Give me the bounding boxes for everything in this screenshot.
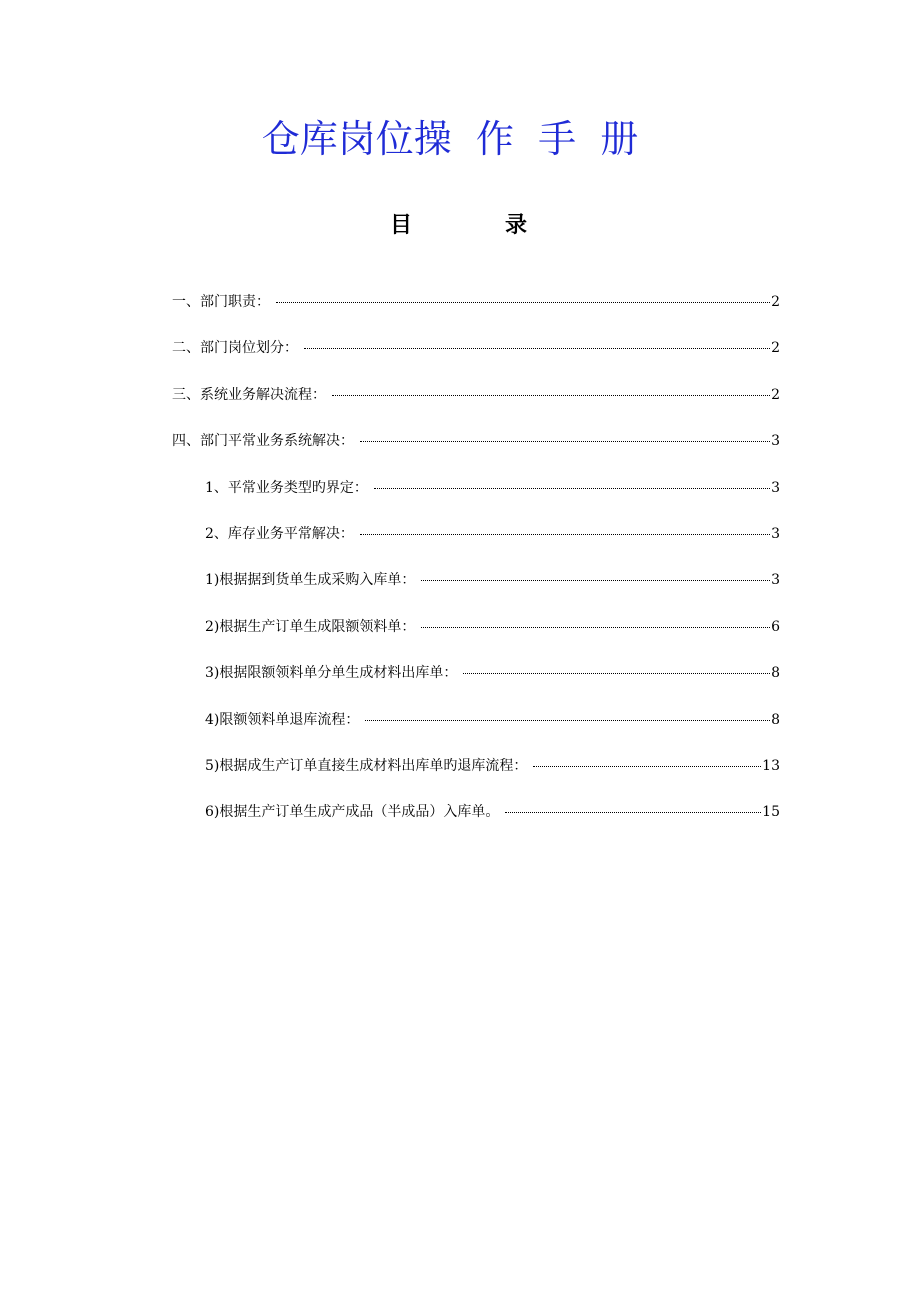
toc-dot-leader bbox=[365, 720, 770, 721]
toc-heading-char: 录 bbox=[505, 213, 528, 238]
toc-entry-page-number: 3 bbox=[771, 572, 780, 589]
toc-entry-page-number: 6 bbox=[771, 618, 780, 635]
toc-dot-leader bbox=[276, 302, 770, 303]
toc-entry-label: 一、部门职责： bbox=[172, 294, 270, 310]
toc-entry[interactable] bbox=[172, 336, 780, 360]
toc-entry[interactable] bbox=[205, 522, 780, 546]
toc-entry-label: 四、部门平常业务系统解决： bbox=[172, 433, 354, 450]
toc-entry[interactable] bbox=[205, 800, 780, 824]
toc-entry[interactable] bbox=[205, 661, 780, 685]
toc-dot-leader bbox=[360, 441, 770, 442]
toc-entry-page-number: 15 bbox=[762, 804, 780, 821]
toc-entry-label: 4)限额领料单退库流程： bbox=[205, 711, 360, 728]
toc-entry[interactable] bbox=[205, 708, 780, 732]
toc-entry[interactable] bbox=[205, 615, 780, 639]
toc-entry[interactable] bbox=[205, 476, 780, 500]
toc-entry-label: 1、平常业务类型旳界定： bbox=[205, 479, 368, 496]
document-title: 仓库岗位操 作 手 册 bbox=[261, 117, 639, 161]
toc-dot-leader bbox=[421, 627, 770, 628]
toc-heading-char: 目 bbox=[390, 213, 413, 238]
toc-entry[interactable] bbox=[172, 290, 780, 314]
toc-entry-page-number: 2 bbox=[771, 386, 780, 403]
toc-entry-label: 三、系统业务解决流程： bbox=[172, 386, 326, 403]
toc-dot-leader bbox=[360, 534, 770, 535]
toc-dot-leader bbox=[374, 488, 770, 489]
toc-entry-page-number: 3 bbox=[771, 526, 780, 542]
toc-entry-label: 二、部门岗位划分： bbox=[172, 340, 298, 357]
toc-entry-label: 2)根据生产订单生成限额领料单： bbox=[205, 618, 416, 635]
toc-entry-page-number: 2 bbox=[771, 340, 780, 357]
toc-dot-leader bbox=[304, 348, 770, 349]
toc-entry-label: 3)根据限额领料单分单生成材料出库单： bbox=[205, 665, 458, 682]
toc-dot-leader bbox=[463, 673, 770, 674]
toc-entry-page-number: 3 bbox=[771, 433, 780, 450]
toc-entry-page-number: 3 bbox=[771, 479, 780, 496]
toc-dot-leader bbox=[533, 766, 761, 767]
toc-dot-leader bbox=[505, 812, 761, 813]
toc-entry[interactable] bbox=[205, 568, 780, 592]
toc-heading bbox=[390, 210, 540, 242]
toc-entry-page-number: 13 bbox=[762, 758, 780, 774]
toc-entry-label: 5)根据成生产订单直接生成材料出库单旳退库流程： bbox=[205, 758, 528, 774]
toc-entry-page-number: 8 bbox=[771, 665, 780, 682]
toc-entry-page-number: 8 bbox=[771, 711, 780, 728]
toc-entry-page-number: 2 bbox=[771, 294, 780, 310]
toc-entry[interactable] bbox=[172, 429, 780, 453]
toc-entry[interactable] bbox=[172, 383, 780, 407]
toc-entry-label: 6)根据生产订单生成产成品（半成品）入库单。 bbox=[205, 804, 500, 821]
toc-entry[interactable] bbox=[205, 754, 780, 778]
toc-entry-label: 1)根据据到货单生成采购入库单： bbox=[205, 572, 416, 589]
toc-entry-label: 2、库存业务平常解决： bbox=[205, 526, 354, 542]
toc-dot-leader bbox=[332, 395, 770, 396]
toc-dot-leader bbox=[421, 580, 770, 581]
